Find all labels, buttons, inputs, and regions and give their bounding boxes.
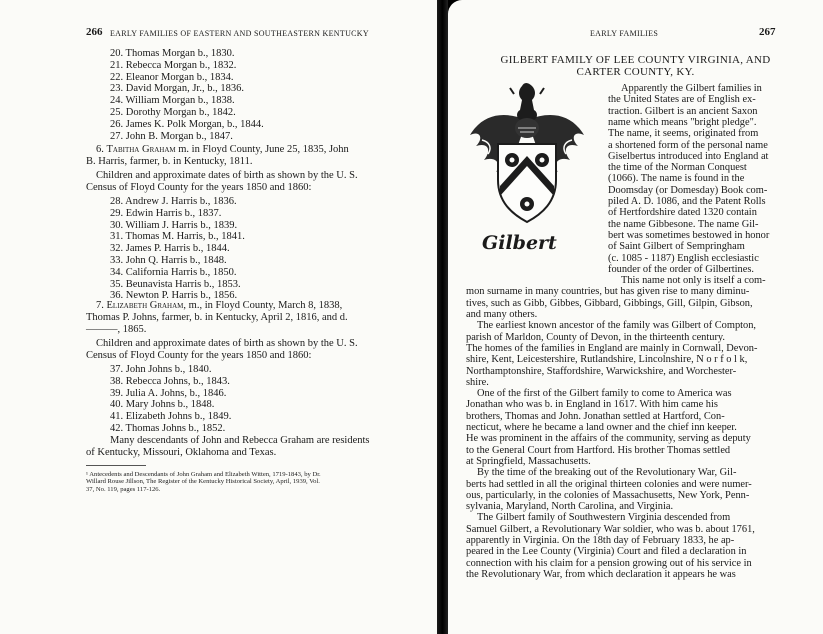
text-line: Giselbertus introduced into England at xyxy=(608,150,769,162)
children-list-morgan xyxy=(110,48,264,142)
footnote-line: ¹ Antecedents and Descendants of John Graham and Elizabeth Witten, 1719-1843, by Dr. xyxy=(86,471,321,478)
list-item: 23. David Morgan, Jr., b., 1836. xyxy=(110,83,244,95)
text-line: parish of Marldon, County of Devon, in the thirteenth century. xyxy=(466,331,726,343)
text-line: founder of the order of Gilbertines. xyxy=(608,263,754,275)
text-line: to the General Court from Hartford. His brother Thomas settled xyxy=(466,444,731,456)
list-item: 30. William J. Harris b., 1839. xyxy=(110,219,238,231)
person-name: Tabitha Graham xyxy=(106,144,176,155)
text-line: the Revolutionary War, from which declaration it appears he was xyxy=(466,568,736,580)
list-item: 37. John Johns b., 1840. xyxy=(110,364,212,375)
list-item: 42. Thomas Johns b., 1852. xyxy=(110,422,226,434)
text-line: the time of the Norman Conquest xyxy=(608,162,747,174)
list-item: 29. Edwin Harris b., 1837. xyxy=(110,207,222,219)
text-line: (1066). The name is found in the xyxy=(608,173,745,185)
list-item: 39. Julia A. Johns, b., 1846. xyxy=(110,387,227,399)
text-line: name which means "bright pledge". xyxy=(608,116,757,128)
crest-label: Gilbert xyxy=(482,232,557,254)
list-item: 33. John Q. Harris b., 1848. xyxy=(110,254,227,266)
text-line: peared in the Lee County (Virginia) Court and filed a declaration in xyxy=(466,546,747,558)
text-line: The homes of the families in England are mainly in Cornwall, Devon- xyxy=(466,342,758,354)
list-item: 41. Elizabeth Johns b., 1849. xyxy=(110,411,232,423)
text-line: connection with his claim for a pension growing out of his service in xyxy=(466,557,752,569)
text-line: (c. 1085 - 1187) English ecclesiastic xyxy=(608,252,759,264)
footnote-line: Willard Rouse Jillson, The Register of the Kentucky Historical Society, April, 1939, Vol. xyxy=(86,478,320,486)
list-item: 34. California Harris b., 1850. xyxy=(110,266,237,278)
paragraph-text: m. in Floyd County, June 25, 1835, John xyxy=(175,144,349,155)
text-line: of Saint Gilbert of Sempringham xyxy=(608,241,745,253)
text-line: The earliest known ancestor of the family was Gilbert of Compton, xyxy=(477,320,757,332)
page-number: 267 xyxy=(759,26,776,38)
paragraph-text: Census of Floyd County for the years 1850 and 1860: xyxy=(86,181,312,193)
paragraph-tabitha xyxy=(86,144,409,168)
text-line: Apparently the Gilbert families in xyxy=(621,83,762,94)
paragraph-text: B. Harris, farmer, b. in Kentucky, 1811. xyxy=(86,155,253,167)
paragraph-text: Children and approximate dates of birth as shown by the U. S. xyxy=(96,170,358,181)
text-line: Jonathan who was b. in England in 1617. With him came his xyxy=(466,399,718,411)
text-line: piled A. D. 1086, and the Patent Rolls xyxy=(608,196,766,207)
paragraph-text: Many descendants of John and Rebecca Graham are residents xyxy=(110,435,370,446)
text-line: at Springfield, Massachusetts. xyxy=(466,455,591,467)
coat-of-arms-image xyxy=(462,80,592,240)
children-list-harris xyxy=(110,196,245,302)
text-line: and many others. xyxy=(466,309,538,320)
text-line: One of the first of the Gilbert family to come to America was xyxy=(477,388,732,400)
text-line: The Gilbert family of Southwestern Virginia descended from xyxy=(477,512,731,524)
text-line: berts had settled in all the original thirteen colonies and were numer- xyxy=(466,478,752,490)
person-name: Elizabeth Graham xyxy=(106,300,184,311)
right-page xyxy=(448,0,823,634)
text-line: Northamptonshire, Staffordshire, Warwickshire, and Worchester- xyxy=(466,365,737,377)
text-line: necticut, where he became a land owner and the chief inn keeper. xyxy=(466,422,737,433)
section-title: CARTER COUNTY, KY. xyxy=(576,66,695,78)
text-line: the United States are of English ex- xyxy=(608,94,756,106)
paragraph-text: Census of Floyd County for the years 1850 and 1860: xyxy=(86,349,312,361)
running-head: EARLY FAMILIES xyxy=(590,29,659,38)
paragraph-text: Children and approximate dates of birth as shown by the U. S. xyxy=(96,338,358,349)
book-gutter xyxy=(437,0,448,634)
closing-paragraph xyxy=(86,435,409,459)
paragraph-text: , m., in Floyd County, March 8, 1838, xyxy=(183,300,343,311)
list-item: 25. Dorothy Morgan b., 1842. xyxy=(110,106,236,118)
paragraph-text: ———, 1865. xyxy=(86,323,147,335)
list-item: 27. John B. Morgan b., 1847. xyxy=(110,130,233,142)
text-line: of Hertfordshire dated 1320 contain xyxy=(608,207,757,219)
item-number: 6. xyxy=(96,144,107,155)
page-number: 266 xyxy=(86,26,103,38)
footnote-line: 37, No. 119, pages 117-126. xyxy=(86,485,161,493)
list-item: 20. Thomas Morgan b., 1830. xyxy=(110,48,235,59)
running-head: EARLY FAMILIES OF EASTERN AND SOUTHEASTERN KENTUCKY xyxy=(110,29,369,38)
children-list-johns xyxy=(110,364,231,435)
list-item: 35. Beunavista Harris b., 1853. xyxy=(110,278,241,290)
text-line: a shortened form of the personal name xyxy=(608,139,768,151)
paragraph-text: Thomas P. Johns, farmer, b. in Kentucky, April 2, 1816, and d. xyxy=(86,311,348,323)
text-line: traction. Gilbert is an ancient Saxon xyxy=(608,105,758,117)
list-item: 22. Eleanor Morgan b., 1834. xyxy=(110,71,234,83)
text-line: By the time of the breaking out of the Revolutionary War, Gil- xyxy=(477,467,737,479)
paragraph-elizabeth xyxy=(86,300,409,335)
list-item: 31. Thomas M. Harris, b., 1841. xyxy=(110,231,245,243)
list-item: 38. Rebecca Johns, b., 1843. xyxy=(110,375,230,387)
paragraph-text: of Kentucky, Missouri, Oklahoma and Texas. xyxy=(86,446,277,458)
text-line: shire. xyxy=(466,376,489,388)
list-item: 26. James K. Polk Morgan, b., 1844. xyxy=(110,118,264,130)
list-item: 36. Newton P. Harris b., 1856. xyxy=(110,290,238,302)
text-line: He was prominent in the affairs of the community, serving as deputy xyxy=(466,433,751,445)
footnote-rule xyxy=(86,465,146,466)
list-item: 32. James P. Harris b., 1844. xyxy=(110,243,230,255)
text-line: the name Gibbesone. The name Gil- xyxy=(608,218,759,230)
text-line: Samuel Gilbert, a Revolutionary War soldier, who was b. about 1761, xyxy=(466,523,755,535)
census-note xyxy=(86,170,409,194)
list-item: 24. William Morgan b., 1838. xyxy=(110,95,235,107)
text-line: sylvania, Maryland, North Carolina, and Virginia. xyxy=(466,501,674,513)
text-line: tives, such as Gibb, Gibbes, Gibbard, Gibbings, Gill, Gilpin, Gibson, xyxy=(466,297,753,309)
section-title: GILBERT FAMILY OF LEE COUNTY VIRGINIA, AND xyxy=(500,54,771,66)
text-line: This name not only is itself a com- xyxy=(621,275,766,287)
text-line: The name, it seems, originated from xyxy=(608,128,759,140)
item-number: 7. xyxy=(96,300,107,311)
list-item: 28. Andrew J. Harris b., 1836. xyxy=(110,196,237,207)
text-line: shire, Kent, Leicestershire, Rutlandshire, Lincolnshire, N o r f o l k, xyxy=(466,354,748,366)
text-line: brothers, Thomas and John. Jonathan settled at Hartford, Con- xyxy=(466,410,725,422)
text-line: ous, particularly, in the colonies of Massachusetts, New York, Penn- xyxy=(466,489,750,501)
census-note xyxy=(86,338,409,362)
text-line: mon surname in many countries, but has given rise to many diminu- xyxy=(466,286,750,298)
list-item: 21. Rebecca Morgan b., 1832. xyxy=(110,59,237,71)
text-line: Doomsday (or Domesday) Book com- xyxy=(608,184,768,196)
text-line: apparently in Virginia. On the 18th day of February 1833, he ap- xyxy=(466,535,735,546)
list-item: 40. Mary Johns b., 1848. xyxy=(110,399,215,411)
footnote xyxy=(86,471,416,493)
text-line: bert was sometimes bestowed in honor xyxy=(608,229,770,241)
